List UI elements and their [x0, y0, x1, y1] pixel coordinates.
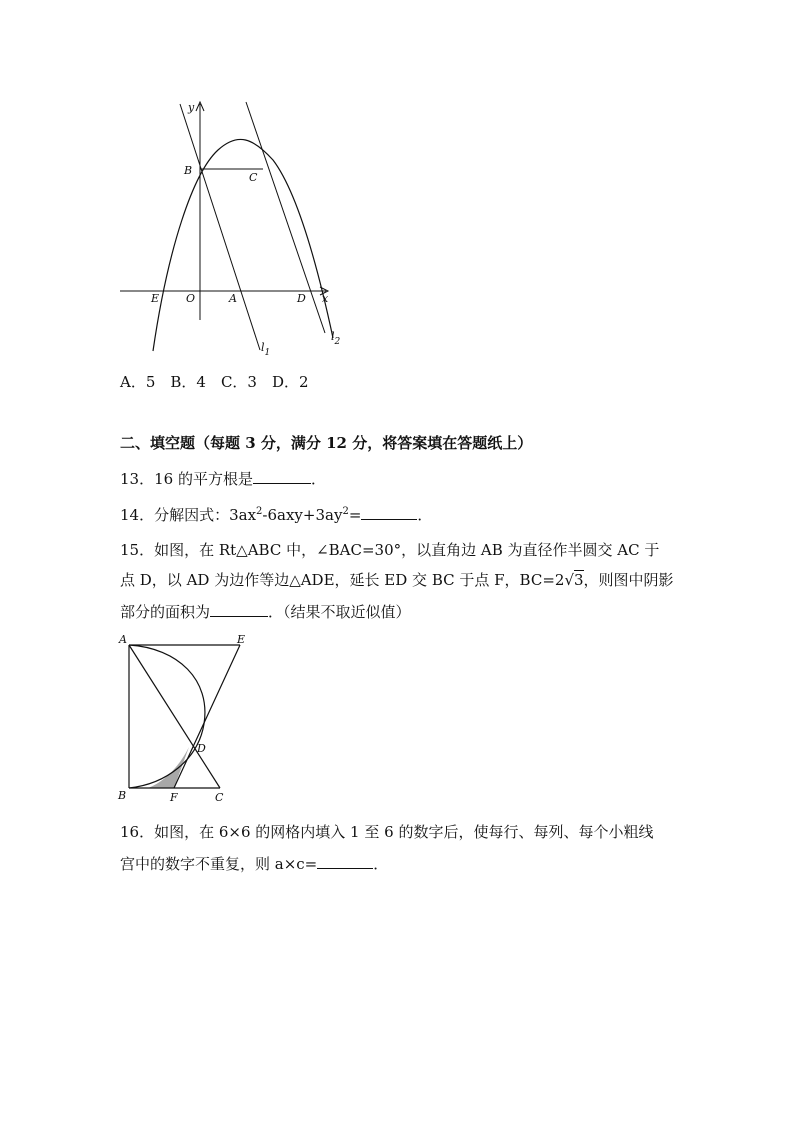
- label-b: B: [118, 789, 127, 802]
- question-15-line-3: 部分的面积为 ．（结果不取近似值）: [120, 603, 411, 621]
- label-b: B: [184, 164, 193, 177]
- q12-options: A．5 B．4 C．3 D．2: [120, 373, 309, 391]
- question-16-line-2: 宫中的数字不重复，则 a×c= ．: [120, 855, 389, 873]
- label-c: C: [249, 171, 258, 184]
- label-e: E: [237, 633, 246, 646]
- label-x: x: [322, 292, 329, 305]
- label-f: F: [170, 791, 178, 804]
- question-15-line-2: 点 D，以 AD 为边作等边△ADE，延长 ED 交 BC 于点 F，BC=2√3，则图中阴影: [120, 571, 674, 589]
- answer-blank-13[interactable]: [253, 468, 311, 484]
- line-l2: [246, 102, 325, 333]
- label-o: O: [186, 292, 196, 305]
- label-d: D: [297, 292, 306, 305]
- question-16-line-1: 16．如图，在 6×6 的网格内填入 1 至 6 的数字后，使每行、每列、每个小粗线: [120, 823, 654, 841]
- parabola-curve: [153, 139, 333, 351]
- label-l2: $l_2$: [331, 330, 341, 347]
- answer-blank-14[interactable]: [361, 504, 417, 520]
- question-13: 13．16 的平方根是 ．: [120, 470, 326, 488]
- answer-blank-16[interactable]: [317, 853, 373, 869]
- label-l1: $l_1$: [261, 341, 271, 358]
- question-14: 14．分解因式：$3ax^2-6axy+3ay^2=$ ．: [120, 506, 433, 524]
- label-a: A: [119, 633, 127, 646]
- sqrt-symbol: √: [564, 571, 574, 589]
- label-d: D: [197, 742, 206, 755]
- q13-text: 13．16 的平方根是: [120, 470, 253, 488]
- parabola-figure: [118, 98, 350, 360]
- semicircle-arc: [129, 645, 205, 788]
- label-y: y: [188, 101, 195, 114]
- question-15-line-1: 15．如图，在 Rt△ABC 中，∠BAC=30°，以直角边 AB 为直径作半圆交 AC 于: [120, 541, 660, 559]
- triangle-semicircle-figure: [116, 632, 254, 804]
- label-c: C: [215, 791, 224, 804]
- answer-blank-15[interactable]: [210, 601, 268, 617]
- label-e: E: [151, 292, 160, 305]
- section-2-heading: 二、填空题（每题 3 分，满分 12 分，将答案填在答题纸上）: [120, 434, 533, 452]
- label-a: A: [229, 292, 237, 305]
